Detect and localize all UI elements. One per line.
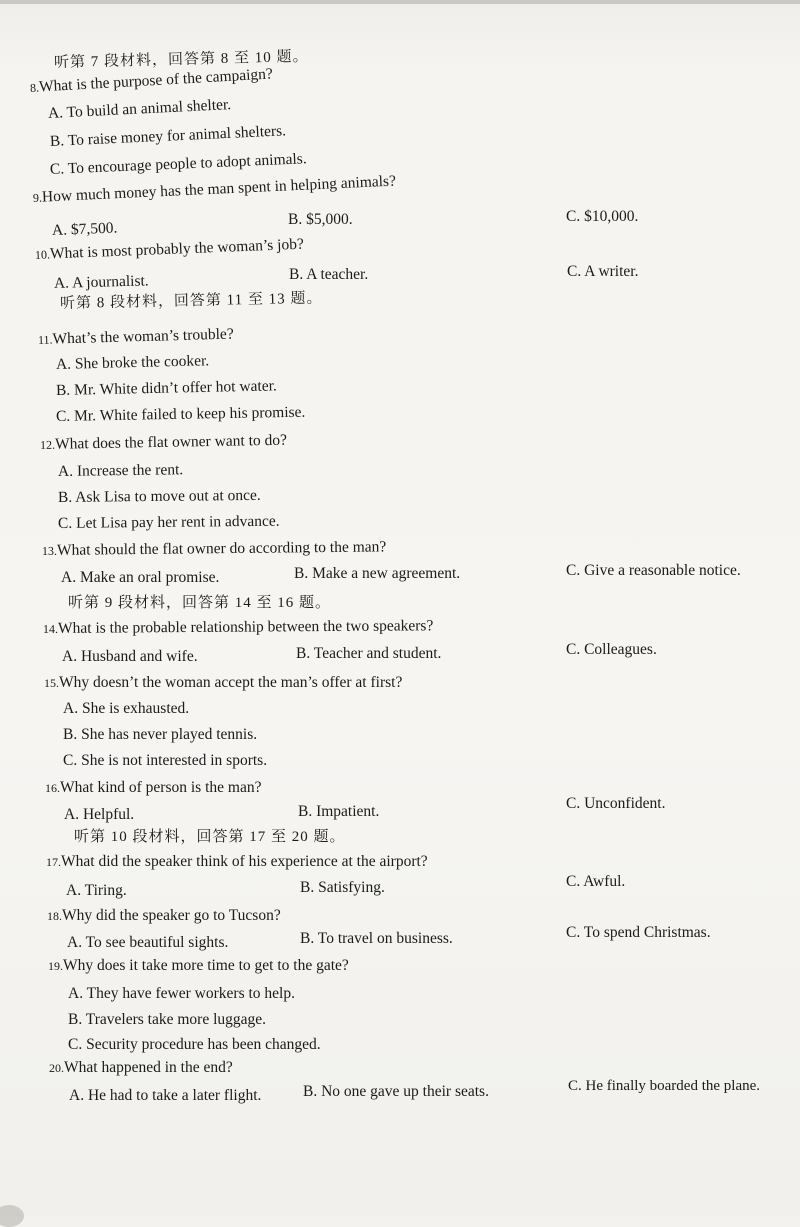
question-12 <box>40 431 287 455</box>
option-20a: A. He had to take a later flight. <box>69 1087 262 1104</box>
section-heading-9: 听第 9 段材料，回答第 14 至 16 题。 <box>68 595 332 611</box>
option-14a: A. Husband and wife. <box>62 648 198 665</box>
option-10c: C. A writer. <box>567 263 639 280</box>
option-13c: C. Give a reasonable notice. <box>566 562 741 579</box>
question-number: 15. <box>44 676 59 690</box>
option-17c: C. Awful. <box>566 873 626 890</box>
option-19a: A. They have fewer workers to help. <box>68 985 295 1002</box>
option-15b: B. She has never played tennis. <box>63 726 258 743</box>
question-text: What is most probably the woman’s job? <box>49 235 305 263</box>
question-number: 12. <box>39 437 56 452</box>
option-13b: B. Make a new agreement. <box>294 565 461 582</box>
scan-corner-shadow <box>0 1205 24 1227</box>
question-text: What should the flat owner do according to the man? <box>56 538 387 559</box>
option-18b: B. To travel on business. <box>300 930 453 947</box>
option-10a: A. A journalist. <box>53 272 149 292</box>
option-9b: B. $5,000. <box>288 211 353 228</box>
question-number: 20. <box>49 1061 64 1075</box>
question-text: Why doesn’t the woman accept the man’s offer at first? <box>59 674 403 691</box>
question-text: Why did the speaker go to Tucson? <box>62 907 281 924</box>
question-number: 13. <box>41 543 58 558</box>
option-9c: C. $10,000. <box>566 208 639 225</box>
option-12c: C. Let Lisa pay her rent in advance. <box>57 512 280 532</box>
question-text: Why does it take more time to get to the gate? <box>63 957 349 974</box>
question-number: 18. <box>47 909 62 923</box>
option-11b: B. Mr. White didn’t offer hot water. <box>55 377 277 399</box>
question-20 <box>49 1058 233 1078</box>
option-8a: A. To build an animal shelter. <box>47 96 232 122</box>
option-14b: B. Teacher and student. <box>296 645 442 662</box>
question-text: What’s the woman’s trouble? <box>52 325 234 348</box>
question-11 <box>38 325 234 350</box>
option-16c: C. Unconfident. <box>566 795 666 812</box>
option-17a: A. Tiring. <box>66 882 127 899</box>
option-15a: A. She is exhausted. <box>63 700 190 717</box>
question-number: 9. <box>32 190 43 205</box>
question-13 <box>42 537 386 561</box>
question-17 <box>46 852 428 872</box>
question-15 <box>44 673 402 693</box>
option-8c: C. To encourage people to adopt animals. <box>49 150 308 178</box>
scan-edge <box>0 0 800 4</box>
question-18 <box>47 906 281 926</box>
question-number: 14. <box>42 621 59 636</box>
section-heading-8: 听第 8 段材料，回答第 11 至 13 题。 <box>59 290 323 312</box>
option-12b: B. Ask Lisa to move out at once. <box>57 486 261 506</box>
section-heading-7: 听第 7 段材料，回答第 8 至 10 题。 <box>53 48 309 72</box>
option-20c: C. He finally boarded the plane. <box>568 1078 761 1094</box>
option-19c: C. Security procedure has been changed. <box>68 1036 321 1053</box>
option-9a: A. $7,500. <box>51 219 118 239</box>
question-number: 11. <box>37 332 53 347</box>
question-text: What is the purpose of the campaign? <box>38 65 274 96</box>
question-text: What did the speaker think of his experience at the airport? <box>61 853 428 870</box>
question-number: 16. <box>45 781 60 795</box>
option-8b: B. To raise money for animal shelters. <box>49 122 287 150</box>
option-11a: A. She broke the cooker. <box>55 352 210 373</box>
option-18a: A. To see beautiful sights. <box>67 934 229 951</box>
question-text: What kind of person is the man? <box>60 779 262 796</box>
option-14c: C. Colleagues. <box>566 641 657 658</box>
question-14 <box>43 616 433 639</box>
question-16 <box>45 778 261 798</box>
option-13a: A. Make an oral promise. <box>61 569 220 586</box>
question-text: How much money has the man spent in helping animals? <box>41 172 397 206</box>
option-19b: B. Travelers take more luggage. <box>68 1011 267 1028</box>
question-number: 8. <box>29 80 40 95</box>
option-16a: A. Helpful. <box>64 806 135 823</box>
question-text: What does the flat owner want to do? <box>54 431 288 453</box>
section-heading-10: 听第 10 段材料，回答第 17 至 20 题。 <box>74 829 346 845</box>
question-text: What happened in the end? <box>64 1059 233 1076</box>
option-12a: A. Increase the rent. <box>57 461 184 480</box>
option-10b: B. A teacher. <box>289 266 369 283</box>
question-text: What is the probable relationship between the two speakers? <box>57 617 434 637</box>
option-20b: B. No one gave up their seats. <box>303 1083 489 1100</box>
question-number: 19. <box>48 959 63 973</box>
question-19 <box>48 956 349 976</box>
option-18c: C. To spend Christmas. <box>566 924 711 941</box>
option-17b: B. Satisfying. <box>300 879 385 896</box>
question-number: 10. <box>34 247 51 262</box>
option-11c: C. Mr. White failed to keep his promise. <box>55 403 306 425</box>
option-16b: B. Impatient. <box>298 803 380 820</box>
question-number: 17. <box>46 855 61 869</box>
option-15c: C. She is not interested in sports. <box>63 752 268 769</box>
